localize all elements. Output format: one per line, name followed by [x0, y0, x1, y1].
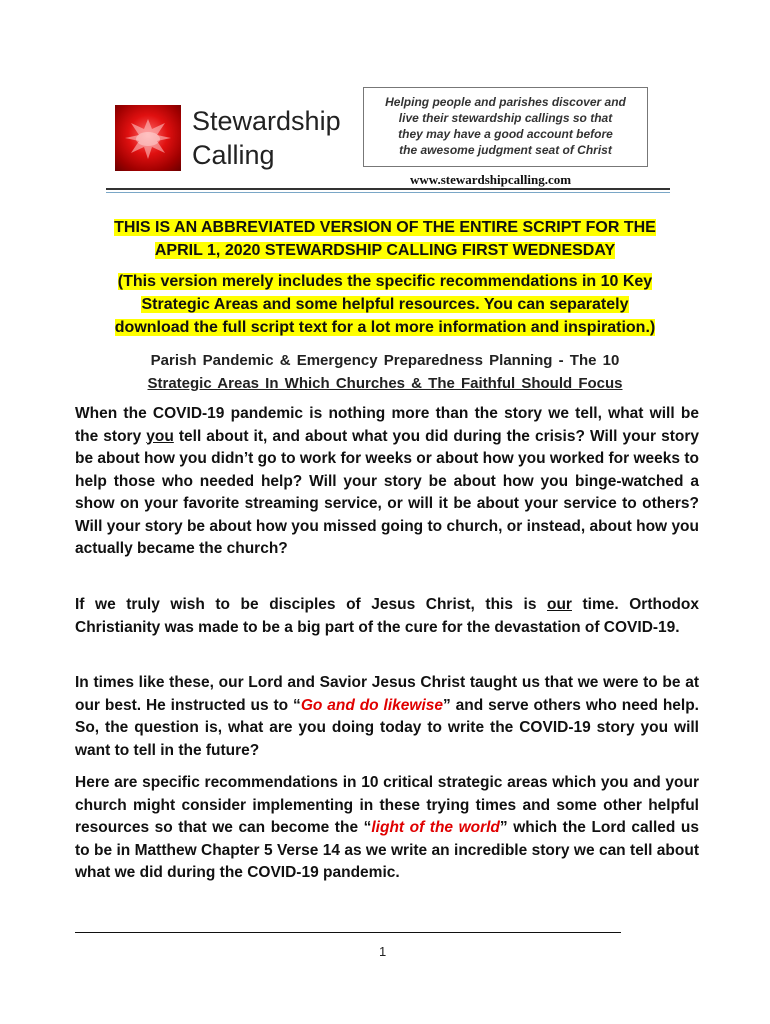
p2-underlined: our [547, 596, 572, 613]
headline [80, 216, 690, 262]
p4-text-a: Here are specific recommendations in 10 critical strategic areas which you and your church might consider implementing in these trying times and some other helpful resources so that we can become the “ [75, 774, 699, 836]
logo-line-1: Stewardship [192, 106, 341, 136]
subhead-line-1: (This version merely includes the specific recommendations in 10 Key [117, 273, 653, 290]
tagline-line: they may have a good account before [398, 127, 613, 141]
topic-line-2: Strategic Areas In Which Churches & The Faithful Should Focus [147, 375, 623, 392]
p4-text-b: ” which the Lord called us to be in Matthew Chapter 5 Verse 14 as we write an incredible story we can tell about what we did during the COVID-19 pandemic. [75, 819, 699, 881]
paragraph-4 [75, 772, 699, 885]
logo-line-2: Calling [192, 140, 275, 170]
tagline-line: the awesome judgment seat of Christ [399, 143, 612, 157]
subheading-note [78, 270, 692, 339]
page-number: 1 [379, 944, 387, 959]
header-divider [106, 188, 670, 190]
subhead-line-3: download the full script text for a lot more information and inspiration.) [114, 319, 656, 336]
p3-text-a: In times like these, our Lord and Savior Jesus Christ taught us that we were to be at our best. He instructed us to “ [75, 674, 699, 714]
logo-emblem-icon [115, 105, 181, 171]
topic-line-1: Parish Pandemic & Emergency Preparedness Planning - The 10 [150, 352, 620, 369]
tagline-line: live their stewardship callings so that [398, 111, 613, 125]
paragraph-2 [75, 594, 699, 639]
paragraph-3 [75, 672, 699, 762]
tagline-box [363, 87, 648, 167]
paragraph-1 [75, 403, 699, 561]
p1-underlined: you [146, 427, 174, 445]
p2-text-b: time. Orthodox Christianity was made to be a big part of the cure for the devastation of COVID-19. [75, 596, 699, 636]
p1-text-a: When the COVID-19 pandemic is nothing more than the story we tell, what will be the story [75, 405, 699, 445]
topic-title [80, 349, 690, 395]
tagline-line: Helping people and parishes discover and [385, 95, 626, 109]
footer-divider [75, 932, 621, 933]
headline-line-2: APRIL 1, 2020 STEWARDSHIP CALLING FIRST WEDNESDAY [154, 242, 616, 259]
p1-text-b: tell about it, and about what you did during the crisis? Will your story be about how you didn’t go to work for weeks or about how you worked for weeks to help those who needed help? Will your story be about how you binge-watched a show on your favorite streaming service, or will it be about your service to others? Will your story be about how you missed going to church, or instead, about how you actually became the church? [75, 427, 699, 557]
p3-red-quote: Go and do likewise [300, 696, 444, 714]
p4-red-quote: light of the world [371, 819, 500, 836]
p2-text-a: If we truly wish to be disciples of Jesus Christ, this is [75, 596, 547, 613]
logo-wordmark [192, 104, 341, 172]
headline-line-1: THIS IS AN ABBREVIATED VERSION OF THE ENTIRE SCRIPT FOR THE [114, 219, 656, 236]
website-url: www.stewardshipcalling.com [410, 172, 572, 187]
header-divider-accent [106, 192, 670, 193]
stewardship-calling-logo [112, 100, 362, 180]
subhead-line-2: Strategic Areas and some helpful resources. You can separately [141, 296, 629, 313]
p3-text-b: ” and serve others who need help. So, the question is, what are you doing today to write the COVID-19 story you will want to tell in the future? [75, 696, 699, 759]
